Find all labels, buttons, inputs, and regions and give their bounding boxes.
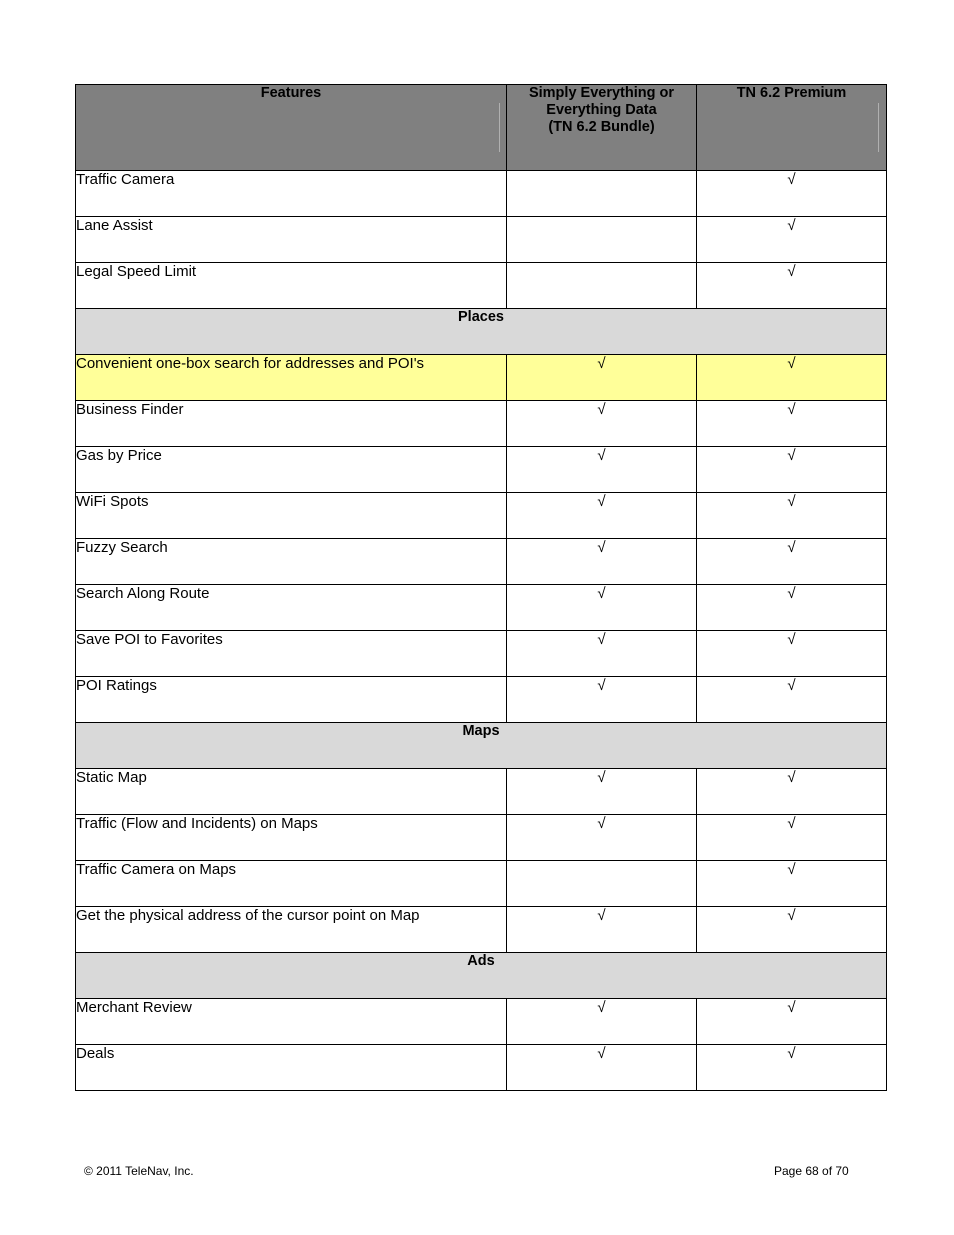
premium-check-cell: √ xyxy=(697,585,887,631)
premium-check-cell: √ xyxy=(697,539,887,585)
premium-check-cell: √ xyxy=(697,263,887,309)
table-row xyxy=(76,355,887,401)
table-header-row xyxy=(76,85,887,171)
bundle-check-cell xyxy=(507,171,697,217)
feature-name: Fuzzy Search xyxy=(76,539,507,585)
bundle-check-cell xyxy=(507,263,697,309)
bundle-check-cell: √ xyxy=(507,585,697,631)
table-row xyxy=(76,171,887,217)
table-row xyxy=(76,999,887,1045)
header-premium-label: TN 6.2 Premium xyxy=(736,85,847,101)
premium-check-cell: √ xyxy=(697,355,887,401)
table-row xyxy=(76,585,887,631)
bundle-check-cell: √ xyxy=(507,539,697,585)
header-features-label: Features xyxy=(260,85,322,101)
section-row-places xyxy=(76,309,887,355)
table-row xyxy=(76,815,887,861)
premium-check-cell: √ xyxy=(697,907,887,953)
footer-copyright: © 2011 TeleNav, Inc. xyxy=(84,1164,194,1178)
bundle-check-cell: √ xyxy=(507,355,697,401)
section-row-maps xyxy=(76,723,887,769)
premium-check-cell: √ xyxy=(697,171,887,217)
feature-name: POI Ratings xyxy=(76,677,507,723)
feature-name: Deals xyxy=(76,1045,507,1091)
feature-name: Merchant Review xyxy=(76,999,507,1045)
table-row xyxy=(76,493,887,539)
premium-check-cell: √ xyxy=(697,1045,887,1091)
header-bundle-line-1: Simply Everything or xyxy=(528,85,675,101)
premium-check-cell: √ xyxy=(697,447,887,493)
section-label: Maps xyxy=(76,723,887,769)
bundle-check-cell: √ xyxy=(507,401,697,447)
premium-check-cell: √ xyxy=(697,217,887,263)
table-row xyxy=(76,263,887,309)
bundle-check-cell: √ xyxy=(507,447,697,493)
section-row-ads xyxy=(76,953,887,999)
bundle-check-cell: √ xyxy=(507,769,697,815)
bundle-check-cell: √ xyxy=(507,907,697,953)
header-bundle-line-3: (TN 6.2 Bundle) xyxy=(548,119,655,135)
bundle-check-cell: √ xyxy=(507,1045,697,1091)
header-premium xyxy=(697,85,887,171)
header-bundle-line-2: Everything Data xyxy=(546,102,657,118)
premium-check-cell: √ xyxy=(697,677,887,723)
feature-name: Lane Assist xyxy=(76,217,507,263)
table-row xyxy=(76,447,887,493)
header-bundle xyxy=(507,85,697,171)
table-row xyxy=(76,1045,887,1091)
table-row xyxy=(76,907,887,953)
table-row xyxy=(76,677,887,723)
table-row xyxy=(76,861,887,907)
feature-name: Legal Speed Limit xyxy=(76,263,507,309)
premium-check-cell: √ xyxy=(697,631,887,677)
table-row xyxy=(76,769,887,815)
feature-name: Search Along Route xyxy=(76,585,507,631)
table-row xyxy=(76,401,887,447)
header-features xyxy=(76,85,507,171)
feature-comparison-table xyxy=(75,84,887,1091)
header-divider xyxy=(878,103,879,152)
table-row xyxy=(76,217,887,263)
bundle-check-cell: √ xyxy=(507,631,697,677)
bundle-check-cell: √ xyxy=(507,815,697,861)
footer-page-number: Page 68 of 70 xyxy=(774,1164,849,1178)
section-label: Places xyxy=(76,309,887,355)
header-divider xyxy=(499,103,500,152)
table-row xyxy=(76,631,887,677)
feature-name: WiFi Spots xyxy=(76,493,507,539)
premium-check-cell: √ xyxy=(697,493,887,539)
feature-name: Gas by Price xyxy=(76,447,507,493)
bundle-check-cell: √ xyxy=(507,493,697,539)
feature-name: Save POI to Favorites xyxy=(76,631,507,677)
feature-name: Traffic Camera on Maps xyxy=(76,861,507,907)
feature-name: Static Map xyxy=(76,769,507,815)
feature-name: Get the physical address of the cursor point on Map xyxy=(76,907,507,953)
feature-name: Traffic (Flow and Incidents) on Maps xyxy=(76,815,507,861)
feature-name: Business Finder xyxy=(76,401,507,447)
premium-check-cell: √ xyxy=(697,401,887,447)
feature-name: Traffic Camera xyxy=(76,171,507,217)
table-row xyxy=(76,539,887,585)
section-label: Ads xyxy=(76,953,887,999)
feature-name: Convenient one-box search for addresses and POI's xyxy=(76,355,507,401)
bundle-check-cell xyxy=(507,217,697,263)
premium-check-cell: √ xyxy=(697,999,887,1045)
bundle-check-cell: √ xyxy=(507,999,697,1045)
premium-check-cell: √ xyxy=(697,815,887,861)
table-body xyxy=(76,171,887,1091)
premium-check-cell: √ xyxy=(697,861,887,907)
bundle-check-cell xyxy=(507,861,697,907)
bundle-check-cell: √ xyxy=(507,677,697,723)
premium-check-cell: √ xyxy=(697,769,887,815)
